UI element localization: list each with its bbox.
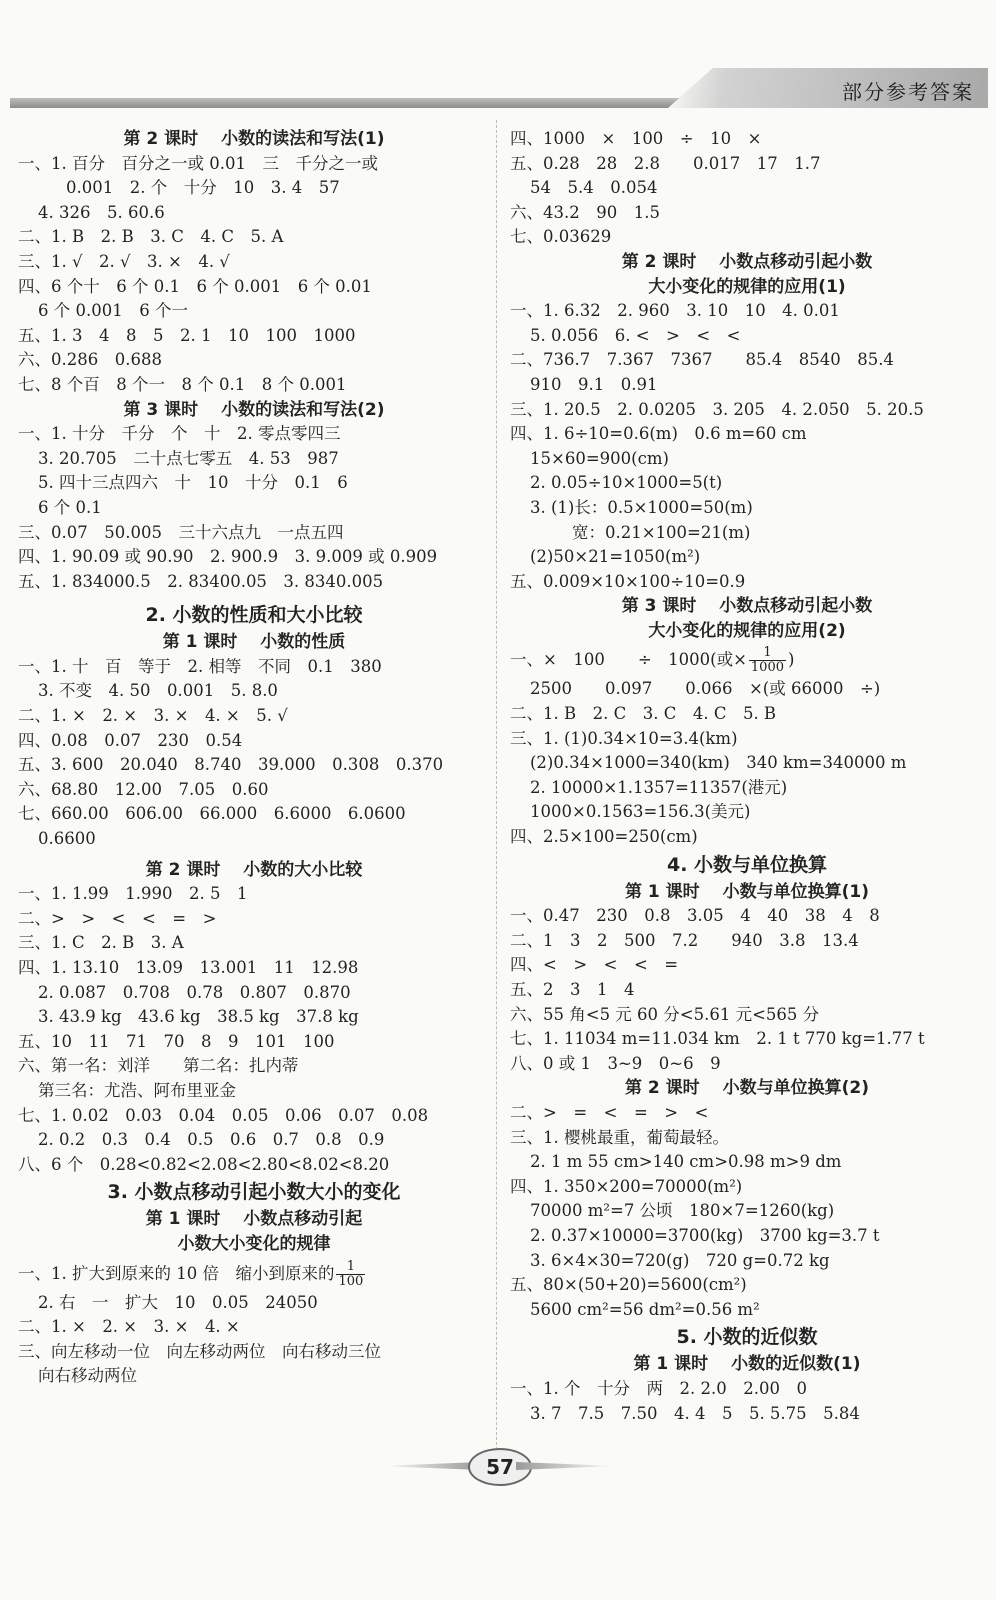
answer-line: 四、0.08 0.07 230 0.54	[18, 730, 243, 750]
answer-line: 2. 0.05÷10×1000=5(t)	[530, 473, 723, 493]
answer-line: 三、0.07 50.005 三十六点九 一点五四	[18, 522, 344, 542]
lesson-heading: 小数大小变化的规律	[177, 1233, 331, 1254]
fraction	[336, 1260, 365, 1289]
answer-line: 向右移动两位	[38, 1366, 137, 1386]
answer-line: 3. 43.9 kg 43.6 kg 38.5 kg 37.8 kg	[38, 1007, 359, 1027]
answer-line: 六、0.286 0.688	[18, 350, 162, 370]
answer-line: 15×60=900(cm)	[530, 448, 669, 468]
lesson-heading: 第 2 课时 小数的大小比较	[145, 859, 363, 880]
section-heading: 4. 小数与单位换算	[666, 853, 828, 876]
answer-line: 6 个 0.1	[38, 497, 102, 517]
answer-line: 910 9.1 0.91	[530, 374, 658, 394]
answer-line: 四、1. 350×200=70000(m²)	[510, 1176, 743, 1196]
answer-text-after: )	[788, 650, 795, 670]
answer-line: 五、80×(50+20)=5600(cm²)	[510, 1275, 747, 1295]
answer-line: 5. 四十三点四六 十 10 十分 0.1 6	[38, 473, 348, 493]
answer-line: 宽：0.21×100=21(m)	[572, 522, 751, 542]
answer-line: 三、1. 20.5 2. 0.0205 3. 205 4. 2.050 5. 20.5	[510, 399, 924, 419]
answer-line: 0.6600	[38, 829, 96, 849]
fraction-numerator: 1	[336, 1260, 365, 1275]
answer-line: 三、1. (1)0.34×10=3.4(km)	[510, 728, 738, 748]
answer-line: 二、> = < = > <	[510, 1102, 709, 1122]
answer-line: 五、1. 834000.5 2. 83400.05 3. 8340.005	[18, 571, 384, 591]
answer-text: 一、1. 扩大到原来的 10 倍 缩小到原来的	[18, 1263, 335, 1283]
answer-line: 3. 20.705 二十点七零五 4. 53 987	[38, 448, 339, 468]
answer-line: 七、8 个百 8 个一 8 个 0.1 8 个 0.001	[18, 374, 347, 394]
answer-line	[18, 1257, 490, 1291]
lesson-heading: 第 1 课时 小数的性质	[162, 632, 346, 653]
answer-line: 二、1. B 2. B 3. C 4. C 5. A	[18, 227, 284, 247]
lesson-heading: 第 2 课时 小数与单位换算(2)	[625, 1078, 869, 1099]
answer-line: 2. 0.2 0.3 0.4 0.5 0.6 0.7 0.8 0.9	[38, 1130, 385, 1150]
answer-line: 四、< > < < =	[510, 955, 679, 975]
answer-line: 2. 1 m 55 cm>140 cm>0.98 m>9 dm	[530, 1152, 842, 1172]
page-footer	[380, 1446, 616, 1486]
answer-line: 二、1 3 2 500 7.2 940 3.8 13.4	[510, 930, 859, 950]
answer-line: 四、1. 13.10 13.09 13.001 11 12.98	[18, 958, 359, 977]
answer-line: 2. 0.087 0.708 0.78 0.807 0.870	[38, 982, 351, 1002]
section-heading: 3. 小数点移动引起小数大小的变化	[107, 1181, 401, 1204]
fraction-numerator: 1	[749, 646, 786, 661]
answer-line: 五、3. 600 20.040 8.740 39.000 0.308 0.370	[18, 755, 444, 775]
answer-line: 一、1. 十分 千分 个 十 2. 零点零四三	[18, 424, 341, 444]
answer-line: 70000 m²=7 公顷 180×7=1260(kg)	[530, 1201, 835, 1221]
answer-line: 第三名：尤浩、阿布里亚金	[38, 1080, 236, 1100]
lesson-heading: 第 3 课时 小数点移动引起小数	[621, 596, 873, 617]
answer-line: 一、0.47 230 0.8 3.05 4 40 38 4 8	[510, 906, 880, 926]
answer-column-left	[18, 127, 490, 1389]
fraction	[749, 646, 786, 675]
answer-line: 五、1. 3 4 8 5 2. 1 10 100 1000	[18, 325, 356, 345]
answer-line: 6 个 0.001 6 个一	[38, 301, 188, 321]
answer-line: 五、0.009×10×100÷10=0.9	[510, 571, 746, 591]
answer-line: 2. 10000×1.1357=11357(港元)	[530, 777, 788, 797]
answer-line: 二、736.7 7.367 7367 85.4 8540 85.4	[510, 350, 894, 370]
answer-line: 四、2.5×100=250(cm)	[510, 827, 698, 847]
page-number: 57	[468, 1448, 532, 1486]
answer-line: 七、0.03629	[510, 227, 612, 247]
answer-line: (2)50×21=1050(m²)	[530, 547, 701, 567]
lesson-heading: 大小变化的规律的应用(2)	[648, 620, 846, 641]
lesson-heading: 第 1 课时 小数点移动引起	[145, 1209, 363, 1230]
answer-line: 一、1. 十 百 等于 2. 相等 不同 0.1 380	[18, 656, 382, 676]
answer-line: 3. 不变 4. 50 0.001 5. 8.0	[38, 681, 278, 701]
answer-line: 三、1. C 2. B 3. A	[18, 933, 184, 953]
answer-line: 5. 0.056 6. < > < <	[530, 325, 741, 345]
answer-line: 三、向左移动一位 向左移动两位 向右移动三位	[18, 1341, 381, 1361]
answer-line: 一、1. 个 十分 两 2. 2.0 2.00 0	[510, 1378, 807, 1398]
answer-line: 3. (1)长：0.5×1000=50(m)	[530, 497, 753, 517]
answer-line: 二、1. × 2. × 3. × 4. ×	[18, 1317, 240, 1337]
answer-line: 一、1. 百分 百分之一或 0.01 三 千分之一或	[18, 153, 378, 173]
fraction-denominator: 100	[338, 1273, 364, 1289]
lesson-heading: 第 2 课时 小数点移动引起小数	[621, 251, 873, 272]
lesson-heading: 第 3 课时 小数的读法和写法(2)	[123, 399, 385, 420]
answer-line: 四、1000 × 100 ÷ 10 ×	[510, 129, 762, 148]
answer-line: (2)0.34×1000=340(km) 340 km=340000 m	[530, 753, 907, 773]
section-heading: 2. 小数的性质和大小比较	[145, 604, 363, 627]
answer-column-right	[510, 127, 984, 1426]
answer-line: 五、2 3 1 4	[510, 980, 635, 999]
answer-text: 一、× 100 ÷ 1000(或×	[510, 650, 747, 670]
answer-line: 六、68.80 12.00 7.05 0.60	[18, 779, 269, 799]
lesson-heading: 大小变化的规律的应用(1)	[648, 276, 846, 297]
answer-line: 七、1. 0.02 0.03 0.04 0.05 0.06 0.07 0.08	[18, 1105, 429, 1125]
answer-line: 3. 7 7.5 7.50 4. 4 5 5. 5.75 5.84	[530, 1403, 860, 1423]
fraction-denominator: 1000	[750, 660, 784, 676]
answer-line: 3. 6×4×30=720(g) 720 g=0.72 kg	[530, 1250, 830, 1270]
answer-line: 2500 0.097 0.066 ×(或 66000 ÷)	[530, 679, 881, 699]
footer-left-ornament	[380, 1462, 480, 1470]
answer-line: 八、0 或 1 3~9 0~6 9	[510, 1053, 721, 1073]
answer-line: 二、> > < < = >	[18, 908, 217, 928]
lesson-heading: 第 2 课时 小数的读法和写法(1)	[123, 129, 385, 149]
column-divider	[496, 120, 497, 1460]
answer-line: 七、1. 11034 m=11.034 km 2. 1 t 770 kg=1.77 t	[510, 1029, 925, 1049]
answer-line: 2. 0.37×10000=3700(kg) 3700 kg=3.7 t	[530, 1225, 880, 1245]
answer-line: 一、1. 6.32 2. 960 3. 10 10 4. 0.01	[510, 301, 840, 321]
answer-line: 三、1. 樱桃最重，葡萄最轻。	[510, 1127, 729, 1147]
answer-line	[510, 643, 984, 677]
lesson-heading: 第 1 课时 小数的近似数(1)	[633, 1354, 861, 1375]
answer-line: 七、660.00 606.00 66.000 6.6000 6.0600	[18, 804, 406, 824]
answer-line: 三、1. √ 2. √ 3. × 4. √	[18, 251, 230, 271]
answer-line: 八、6 个 0.28<0.82<2.08<2.80<8.02<8.20	[18, 1154, 390, 1174]
answer-line: 六、43.2 90 1.5	[510, 202, 660, 222]
answer-line: 0.001 2. 个 十分 10 3. 4 57	[66, 178, 340, 198]
answer-line: 五、0.28 28 2.8 0.017 17 1.7	[510, 153, 821, 173]
answer-line: 四、1. 90.09 或 90.90 2. 900.9 3. 9.009 或 0.909	[18, 547, 438, 567]
answer-line: 4. 326 5. 60.6	[38, 202, 165, 222]
answer-line: 5600 cm²=56 dm²=0.56 m²	[530, 1299, 760, 1319]
answer-line: 54 5.4 0.054	[530, 178, 658, 198]
header-title: 部分参考答案	[842, 80, 974, 104]
footer-right-ornament	[516, 1462, 616, 1470]
answer-line: 2. 右 一 扩大 10 0.05 24050	[38, 1292, 318, 1312]
answer-line: 四、1. 6÷10=0.6(m) 0.6 m=60 cm	[510, 424, 807, 444]
answer-line: 1000×0.1563=156.3(美元)	[530, 802, 751, 822]
answer-line: 二、1. B 2. C 3. C 4. C 5. B	[510, 704, 777, 724]
answer-line: 六、第一名：刘洋 第二名：扎内蒂	[18, 1056, 299, 1076]
lesson-heading: 第 1 课时 小数与单位换算(1)	[625, 881, 869, 902]
answer-line: 一、1. 1.99 1.990 2. 5 1	[18, 884, 248, 904]
answer-line: 六、55 角<5 元 60 分<5.61 元<565 分	[510, 1004, 820, 1024]
answer-line: 二、1. × 2. × 3. × 4. × 5. √	[18, 706, 288, 726]
answer-line: 四、6 个十 6 个 0.1 6 个 0.001 6 个 0.01	[18, 276, 372, 296]
answer-line: 五、10 11 71 70 8 9 101 100	[18, 1031, 335, 1051]
section-heading: 5. 小数的近似数	[676, 1326, 818, 1349]
